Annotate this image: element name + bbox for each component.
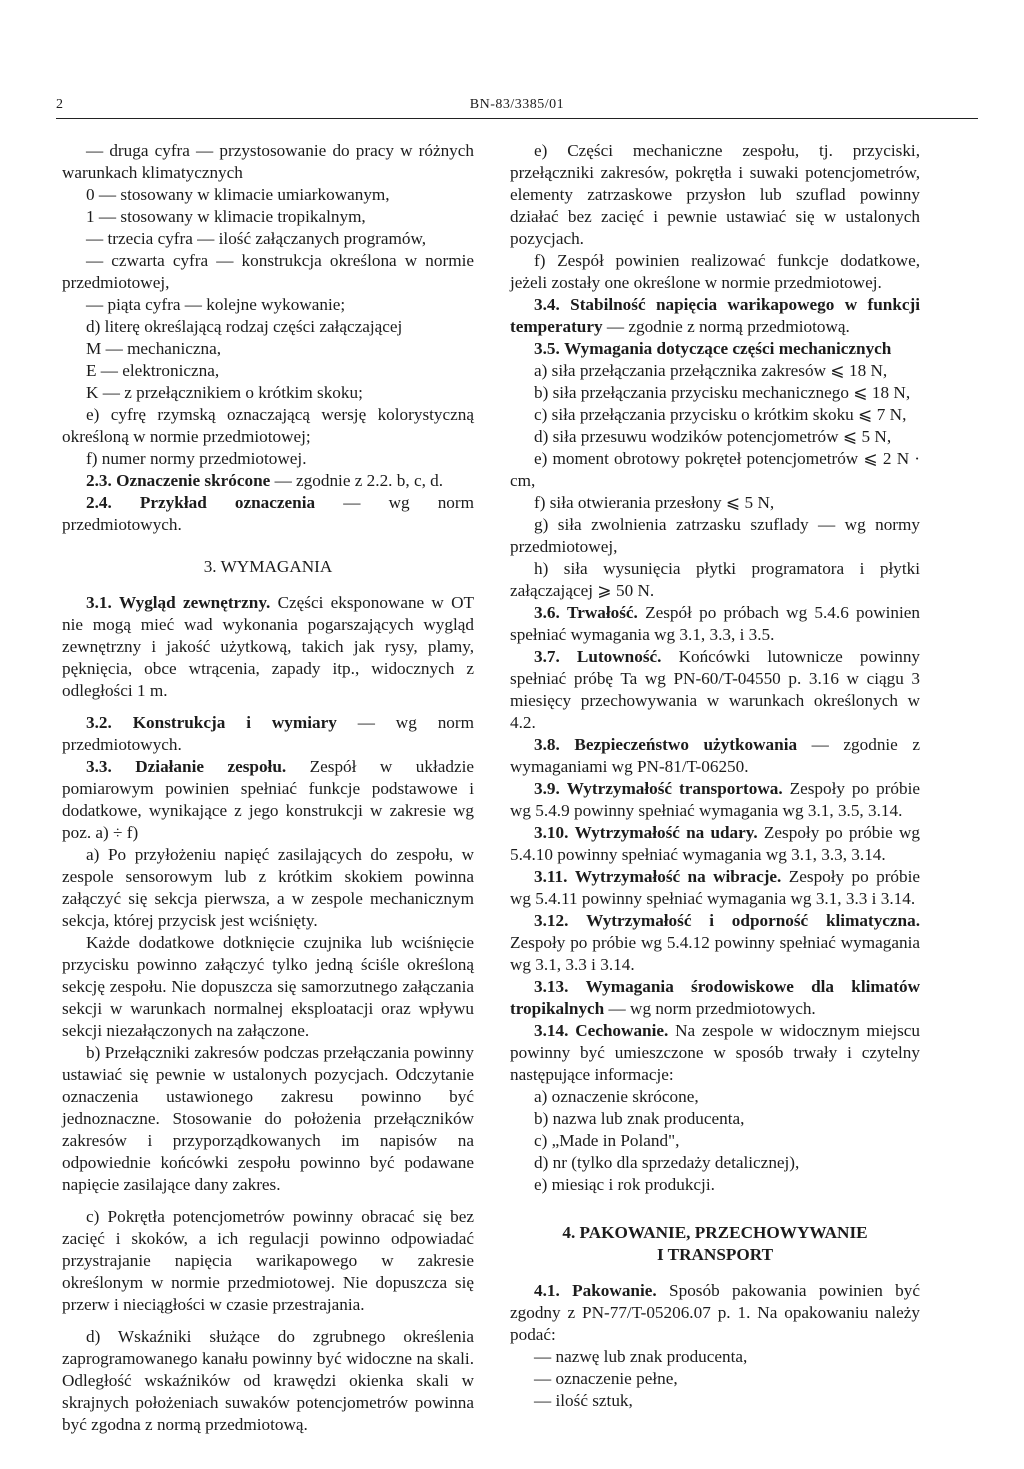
- list-item: b) nazwa lub znak producenta,: [534, 1109, 745, 1128]
- list-item: c) siła przełączania przycisku o krótkim skoku ⩽ 7 N,: [534, 405, 907, 424]
- list-item: — oznaczenie pełne,: [534, 1369, 678, 1388]
- section-title: Trwałość.: [567, 603, 638, 622]
- list-item: d) literę określającą rodzaj części załączającej: [86, 317, 403, 336]
- section-title: Wymagania dotyczące części mechanicznych: [564, 339, 892, 358]
- section-text: — zgodnie z 2.2. b, c, d.: [270, 471, 444, 490]
- header-rule: [56, 118, 978, 119]
- section-3-7: [510, 646, 920, 734]
- list-item: e) moment obrotowy pokręteł potencjometrów ⩽ 2 N · cm,: [510, 449, 920, 490]
- section-2-4: [62, 492, 474, 536]
- section-number: 3.8.: [534, 735, 560, 754]
- section-number: 3.13.: [534, 977, 569, 996]
- list-item: d) nr (tylko dla sprzedaży detalicznej),: [534, 1153, 800, 1172]
- section-title: Wytrzymałość na udary.: [574, 823, 758, 842]
- page-number: 2: [56, 97, 64, 112]
- section-title: Pakowanie.: [572, 1281, 657, 1300]
- paragraph: e) Części mechaniczne zespołu, tj. przyciski, przełączniki zakresów, pokrętła i suwaki potencjometrów, elementy zatrzaskowe przysłon lub szuflad powinny działać bez zacięć i pewnie ustawiać się w ustalonych pozycjach.: [510, 141, 920, 248]
- section-text: Zespoły po próbie wg 5.4.12 powinny spełniać wymagania wg 3.1, 3.3 i 3.14.: [510, 933, 920, 974]
- section-3-2: [62, 712, 474, 756]
- section-text: Zespoły po próbie wg 5.4.11 powinny spełniać wymagania wg 3.1, 3.3 i 3.14.: [510, 867, 921, 908]
- section-number: 3.5.: [534, 339, 560, 358]
- section-number: 3.1.: [86, 593, 112, 612]
- section-number: 2.3.: [86, 471, 112, 490]
- chapter-4-heading-line-2: I TRANSPORT: [656, 1245, 774, 1264]
- list-item: 0 — stosowany w klimacie umiarkowanym,: [86, 185, 390, 204]
- section-3-3: [62, 756, 474, 844]
- list-item: — czwarta cyfra — konstrukcja określona w normie przedmiotowej,: [62, 251, 474, 292]
- section-title: Wymagania środowiskowe dla klimatów tropikalnych: [510, 977, 921, 1018]
- section-number: 2.4.: [86, 493, 112, 512]
- list-item: f) numer normy przedmiotowej.: [86, 449, 307, 468]
- section-3-6: [510, 602, 920, 646]
- section-title: Oznaczenie skrócone: [116, 471, 271, 490]
- section-number: 3.7.: [534, 647, 560, 666]
- section-title: Konstrukcja i wymiary: [132, 713, 337, 732]
- section-title: Lutowność.: [576, 647, 662, 666]
- section-text: Zespół po próbach wg 5.4.6 powinien spełniać wymagania wg 3.1, 3.3, i 3.5.: [510, 603, 920, 644]
- section-number: 3.10.: [534, 823, 569, 842]
- section-text: Zespoły po próbie wg 5.4.10 powinny spełniać wymagania wg 3.1, 3.3, 3.14.: [510, 823, 921, 864]
- list-item: — trzecia cyfra — ilość załączanych programów,: [86, 229, 427, 248]
- section-title: Wytrzymałość i odporność klimatyczna.: [586, 911, 921, 930]
- list-item: g) siła zwolnienia zatrzasku szuflady — wg normy przedmiotowej,: [510, 515, 920, 556]
- list-item: a) siła przełączania przełącznika zakresów ⩽ 18 N,: [534, 361, 888, 380]
- list-item: h) siła wysunięcia płytki programatora i płytki załączającej ⩾ 50 N.: [510, 559, 920, 600]
- section-3-8: [510, 734, 920, 778]
- left-column: [62, 140, 474, 1436]
- section-text: Końcówki lutownicze powinny spełniać próbę Ta wg PN-60/T-04550 p. 3.16 w ciągu 3 miesięcy przechowywania w warunkach określonych w 4.2.: [510, 647, 921, 732]
- list-item: K — z przełącznikiem o krótkim skoku;: [86, 383, 363, 402]
- section-number: 3.9.: [534, 779, 560, 798]
- section-3-10: [510, 822, 920, 866]
- list-item: — ilość sztuk,: [534, 1391, 633, 1410]
- paragraph: f) Zespół powinien realizować funkcje dodatkowe, jeżeli zostały one określone w normie przedmiotowej.: [510, 251, 920, 292]
- section-text: — wg norm przedmiotowych.: [62, 713, 474, 754]
- section-3-9: [510, 778, 920, 822]
- section-number: 3.4.: [534, 295, 560, 314]
- list-item: c) „Made in Poland",: [534, 1131, 680, 1150]
- section-title: Wytrzymałość na wibracje.: [574, 867, 782, 886]
- section-number: 3.12.: [534, 911, 569, 930]
- paragraph: b) Przełączniki zakresów podczas przełączania powinny ustawiać się pewnie w ustalonych pozycjach. Odczytanie oznaczenia ustawionego zakresu powinno być jednoznaczne. Stosowanie do położenia przełączników zakresów i przyporządkowanych im napisów na odpowiednie końcówki zespołu powinno być podawane napięcie zasilające dany zakres.: [62, 1043, 474, 1194]
- section-3-13: [510, 976, 920, 1020]
- list-item: f) siła otwierania przesłony ⩽ 5 N,: [534, 493, 775, 512]
- section-number: 3.2.: [86, 713, 112, 732]
- list-item: e) miesiąc i rok produkcji.: [534, 1175, 715, 1194]
- section-title: Wytrzymałość transportowa.: [566, 779, 783, 798]
- list-item: b) siła przełączania przycisku mechanicznego ⩽ 18 N,: [534, 383, 911, 402]
- section-text: Zespół w układzie pomiarowym powinien spełniać funkcje podstawowe i dodatkowe, wynikające z jego konstrukcji w zakresie wg poz. a) ÷ f): [62, 757, 474, 842]
- list-item: — piąta cyfra — kolejne wykowanie;: [86, 295, 346, 314]
- section-text: Zespoły po próbie wg 5.4.9 powinny spełniać wymagania wg 3.1, 3.5, 3.14.: [510, 779, 920, 820]
- section-3-4: [510, 294, 920, 338]
- section-text: — wg norm przedmiotowych.: [62, 493, 474, 534]
- paragraph: a) Po przyłożeniu napięć zasilających do zespołu, w zespole sensorowym lub z krótkim skokiem powinna załączyć się sekcja pierwsza, a w zespole mechanicznym sekcja, której przycisk jest wciśnięty.: [62, 845, 474, 930]
- section-title: Wygląd zewnętrzny.: [119, 593, 271, 612]
- document-code: BN-83/3385/01: [469, 97, 565, 112]
- section-title: Przykład oznaczenia: [139, 493, 316, 512]
- list-item: a) oznaczenie skrócone,: [534, 1087, 699, 1106]
- list-item: 1 — stosowany w klimacie tropikalnym,: [86, 207, 366, 226]
- section-number: 3.14.: [534, 1021, 569, 1040]
- section-text: Na zespole w widocznym miejscu powinny być umieszczone w sposób trwały i czytelny następujące informacje:: [510, 1021, 921, 1084]
- section-text: — zgodnie z wymaganiami wg PN-81/T-06250.: [510, 735, 921, 776]
- section-3-1: [62, 592, 474, 702]
- list-item: E — elektroniczna,: [86, 361, 220, 380]
- paragraph: c) Pokrętła potencjometrów powinny obracać się bez zacięć i skoków, a ich regulacji powinno odpowiadać przystrajanie napięcia warikapowego w zakresie określonym w normie przedmiotowej. Nie dopuszcza się przerw i nieciągłości w czasie przestrajania.: [62, 1207, 474, 1314]
- chapter-4-heading-line-1: 4. PAKOWANIE, PRZECHOWYWANIE: [562, 1223, 868, 1242]
- section-title: Stabilność napięcia warikapowego w funkcji temperatury: [510, 295, 921, 336]
- section-title: Działanie zespołu.: [135, 757, 287, 776]
- list-item: — druga cyfra — przystosowanie do pracy w różnych warunkach klimatycznych: [62, 141, 474, 182]
- paragraph: d) Wskaźniki służące do zgrubnego określenia zaprogramowanego kanału powinny być widoczne na skali. Odległość wskaźników od krawędzi okienka skali w skrajnych położeniach suwaków potencjometrów powinna być zgodna z normą przedmiotową.: [62, 1327, 474, 1434]
- section-4-1: [510, 1280, 920, 1346]
- section-title: Cechowanie.: [575, 1021, 669, 1040]
- section-3-12: [510, 910, 920, 976]
- section-text: — wg norm przedmiotowych.: [604, 999, 816, 1018]
- chapter-3-heading: 3. WYMAGANIA: [203, 557, 333, 576]
- section-number: 4.1.: [534, 1281, 560, 1300]
- section-3-11: [510, 866, 920, 910]
- list-item: e) cyfrę rzymską oznaczającą wersję kolorystyczną określoną w normie przedmiotowej;: [62, 405, 474, 446]
- section-2-3: [62, 470, 474, 492]
- section-text: — zgodnie z normą przedmiotową.: [602, 317, 850, 336]
- list-item: M — mechaniczna,: [86, 339, 222, 358]
- section-number: 3.11.: [534, 867, 568, 886]
- paragraph: Każde dodatkowe dotknięcie czujnika lub wciśnięcie przycisku powinno załączyć tylko jedną ściśle określoną sekcję zespołu. Nie dopuszcza się samorzutnego załączania sekcji w warunkach normalnej eksploatacji oraz wpływu sekcji niezałączonych na załączone.: [62, 933, 474, 1040]
- section-number: 3.6.: [534, 603, 560, 622]
- section-3-5: [510, 338, 920, 360]
- right-column: [510, 140, 920, 1412]
- list-item: d) siła przesuwu wodzików potencjometrów ⩽ 5 N,: [534, 427, 892, 446]
- chapter-4-heading: [510, 1222, 920, 1266]
- section-text: Części eksponowane w OT nie mogą mieć wad wykonania pogarszających wygląd zewnętrzny i jakość użytkową, takich jak rysy, plamy, pęknięcia, obce wtrącenia, zapady itp., widocznych z odległości 1 m.: [62, 593, 475, 700]
- section-3-14: [510, 1020, 920, 1086]
- section-title: Bezpieczeństwo użytkowania: [574, 735, 798, 754]
- section-number: 3.3.: [86, 757, 112, 776]
- page-header: [56, 95, 978, 117]
- list-item: — nazwę lub znak producenta,: [534, 1347, 748, 1366]
- section-text: Sposób pakowania powinien być zgodny z PN-77/T-05206.07 p. 1. Na opakowaniu należy podać:: [510, 1281, 921, 1344]
